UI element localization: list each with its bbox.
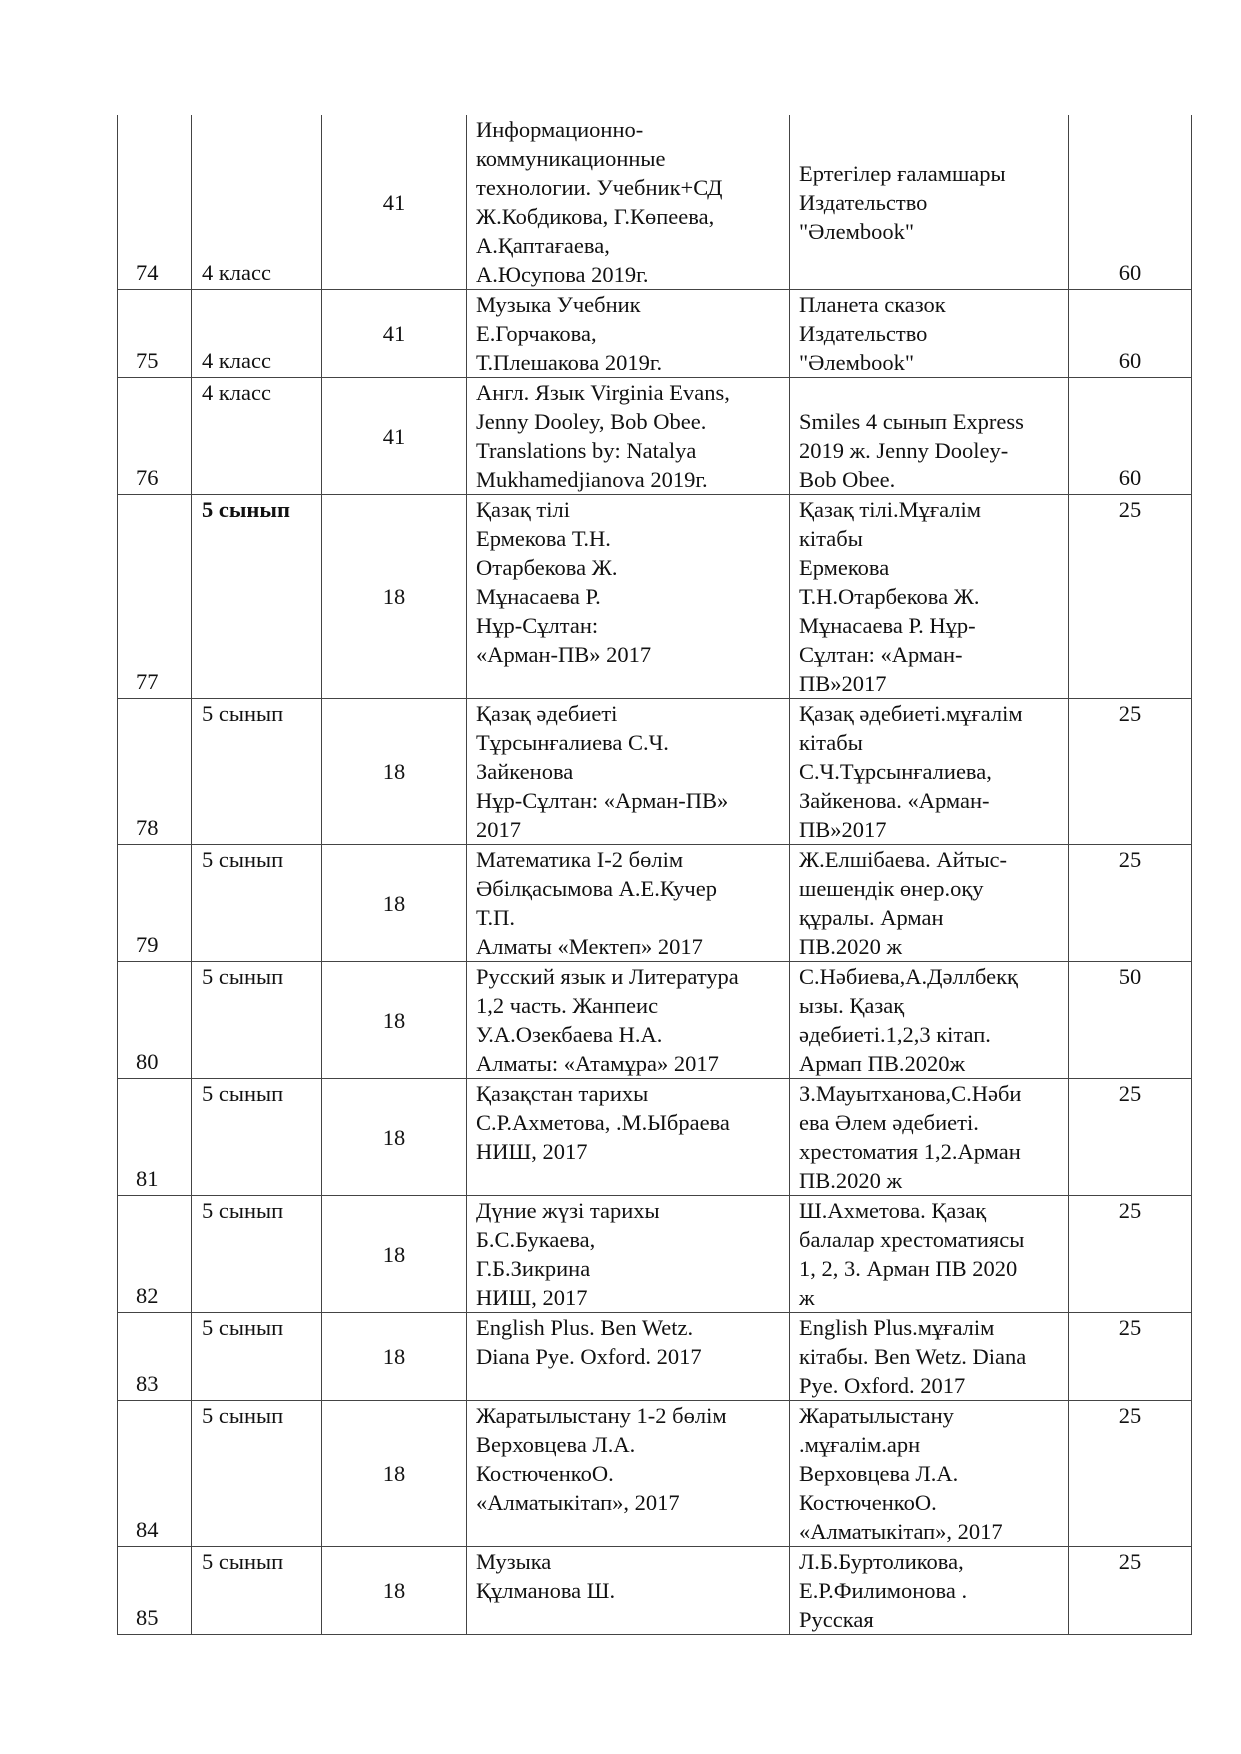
quantity-cell: 25 (1069, 495, 1192, 699)
textbook-cell: Музыка Учебник Е.Горчакова, Т.Плешакова 2019г. (467, 290, 790, 378)
grade-cell: 5 сынып (192, 962, 322, 1079)
student-count-cell: 18 (322, 1401, 467, 1547)
row-number: 79 (118, 845, 192, 962)
supplementary-book-cell: Жаратылыстану .мұғалім.арн Верховцева Л.А. КостюченкоО. «Алматыкітап», 2017 (790, 1401, 1069, 1547)
student-count-cell: 18 (322, 962, 467, 1079)
student-count-cell: 18 (322, 1079, 467, 1196)
row-number: 74 (118, 115, 192, 290)
supplementary-book-cell: С.Нәбиева,А.Дәллбекқ ызы. Қазақ әдебиеті.1,2,3 кітап. Армап ПВ.2020ж (790, 962, 1069, 1079)
grade-cell: 4 класс (192, 290, 322, 378)
supplementary-book-cell: Л.Б.Буртоликова, Е.Р.Филимонова . Русская (790, 1547, 1069, 1635)
student-count-cell: 18 (322, 1313, 467, 1401)
table-row (118, 699, 1192, 845)
grade-cell: 5 сынып (192, 845, 322, 962)
textbook-cell: Математика І-2 бөлім Әбілқасымова А.Е.Кучер Т.П. Алматы «Мектеп» 2017 (467, 845, 790, 962)
row-number: 82 (118, 1196, 192, 1313)
row-number: 81 (118, 1079, 192, 1196)
supplementary-book-cell: Ж.Елшібаева. Айтыс- шешендік өнер.оқу құралы. Арман ПВ.2020 ж (790, 845, 1069, 962)
supplementary-book-cell: Ш.Ахметова. Қазақ балалар хрестоматиясы 1, 2, 3. Арман ПВ 2020 ж (790, 1196, 1069, 1313)
supplementary-book-cell: Smiles 4 сынып Express 2019 ж. Jenny Dooley- Bob Obee. (790, 378, 1069, 495)
textbook-cell: Қазақстан тарихы С.Р.Ахметова, .М.Ыбраева НИШ, 2017 (467, 1079, 790, 1196)
grade-cell: 4 класс (192, 115, 322, 290)
quantity-cell: 25 (1069, 699, 1192, 845)
table-row (118, 378, 1192, 495)
student-count-cell: 18 (322, 495, 467, 699)
textbook-table (117, 115, 1192, 1635)
grade-cell: 5 сынып (192, 1547, 322, 1635)
textbook-cell: Англ. Язык Virginia Evans, Jenny Dooley, Bob Obee. Translations by: Natalya Mukhamedjianova 2019г. (467, 378, 790, 495)
row-number: 77 (118, 495, 192, 699)
textbook-cell: Русский язык и Литература 1,2 часть. Жанпеис У.А.Озекбаева Н.А. Алматы: «Атамұра» 2017 (467, 962, 790, 1079)
row-number: 80 (118, 962, 192, 1079)
student-count-cell: 18 (322, 845, 467, 962)
textbook-cell: Информационно- коммуникационные технологии. Учебник+СД Ж.Кобдикова, Г.Көпеева, А.Қаптағаева, А.Юсупова 2019г. (467, 115, 790, 290)
textbook-cell: Дүние жүзі тарихы Б.С.Букаева, Г.Б.Зикрина НИШ, 2017 (467, 1196, 790, 1313)
quantity-cell: 25 (1069, 845, 1192, 962)
table-row (118, 115, 1192, 290)
supplementary-book-cell: English Plus.мұғалім кітабы. Ben Wetz. Diana Pye. Oxford. 2017 (790, 1313, 1069, 1401)
table-row (118, 962, 1192, 1079)
row-number: 78 (118, 699, 192, 845)
student-count-cell: 18 (322, 1196, 467, 1313)
textbook-cell: Музыка Құлманова Ш. (467, 1547, 790, 1635)
textbook-cell: Қазақ әдебиеті Тұрсынғалиева С.Ч. Зайкенова Нұр-Сұлтан: «Арман-ПВ» 2017 (467, 699, 790, 845)
textbook-cell: Жаратылыстану 1-2 бөлім Верховцева Л.А. КостюченкоО. «Алматыкітап», 2017 (467, 1401, 790, 1547)
student-count-cell: 18 (322, 1547, 467, 1635)
table-row (118, 845, 1192, 962)
quantity-cell: 25 (1069, 1196, 1192, 1313)
table-row (118, 1401, 1192, 1547)
quantity-cell: 25 (1069, 1547, 1192, 1635)
quantity-cell: 60 (1069, 115, 1192, 290)
row-number: 85 (118, 1547, 192, 1635)
grade-cell: 4 класс (192, 378, 322, 495)
grade-cell: 5 сынып (192, 1401, 322, 1547)
textbook-cell: English Plus. Ben Wetz. Diana Pye. Oxford. 2017 (467, 1313, 790, 1401)
student-count-cell: 18 (322, 699, 467, 845)
supplementary-book-cell: Қазақ тілі.Мұғалім кітабы Ермекова Т.Н.Отарбекова Ж. Мұнасаева Р. Нұр- Сұлтан: «Арман- ПВ»2017 (790, 495, 1069, 699)
supplementary-book-cell: Планета сказок Издательство "Әлемbook" (790, 290, 1069, 378)
quantity-cell: 50 (1069, 962, 1192, 1079)
student-count-cell: 41 (322, 115, 467, 290)
student-count-cell: 41 (322, 290, 467, 378)
row-number: 75 (118, 290, 192, 378)
grade-cell: 5 сынып (192, 699, 322, 845)
table-row (118, 1313, 1192, 1401)
student-count-cell: 41 (322, 378, 467, 495)
quantity-cell: 60 (1069, 290, 1192, 378)
grade-cell: 5 сынып (192, 1313, 322, 1401)
grade-cell: 5 сынып (192, 495, 322, 699)
quantity-cell: 25 (1069, 1079, 1192, 1196)
table-row (118, 1196, 1192, 1313)
supplementary-book-cell: Қазақ әдебиеті.мұғалім кітабы С.Ч.Тұрсынғалиева, Зайкенова. «Арман- ПВ»2017 (790, 699, 1069, 845)
supplementary-book-cell: З.Мауытханова,С.Нәби ева Әлем әдебиеті. хрестоматия 1,2.Арман ПВ.2020 ж (790, 1079, 1069, 1196)
grade-cell: 5 сынып (192, 1079, 322, 1196)
textbook-cell: Қазақ тілі Ермекова Т.Н. Отарбекова Ж. Мұнасаева Р. Нұр-Сұлтан: «Арман-ПВ» 2017 (467, 495, 790, 699)
row-number: 76 (118, 378, 192, 495)
row-number: 84 (118, 1401, 192, 1547)
quantity-cell: 60 (1069, 378, 1192, 495)
supplementary-book-cell: Ертегілер ғаламшары Издательство "Әлемbook" (790, 115, 1069, 290)
quantity-cell: 25 (1069, 1313, 1192, 1401)
table-row (118, 1079, 1192, 1196)
grade-cell: 5 сынып (192, 1196, 322, 1313)
row-number: 83 (118, 1313, 192, 1401)
table-row (118, 1547, 1192, 1635)
table-row (118, 495, 1192, 699)
table-row (118, 290, 1192, 378)
quantity-cell: 25 (1069, 1401, 1192, 1547)
